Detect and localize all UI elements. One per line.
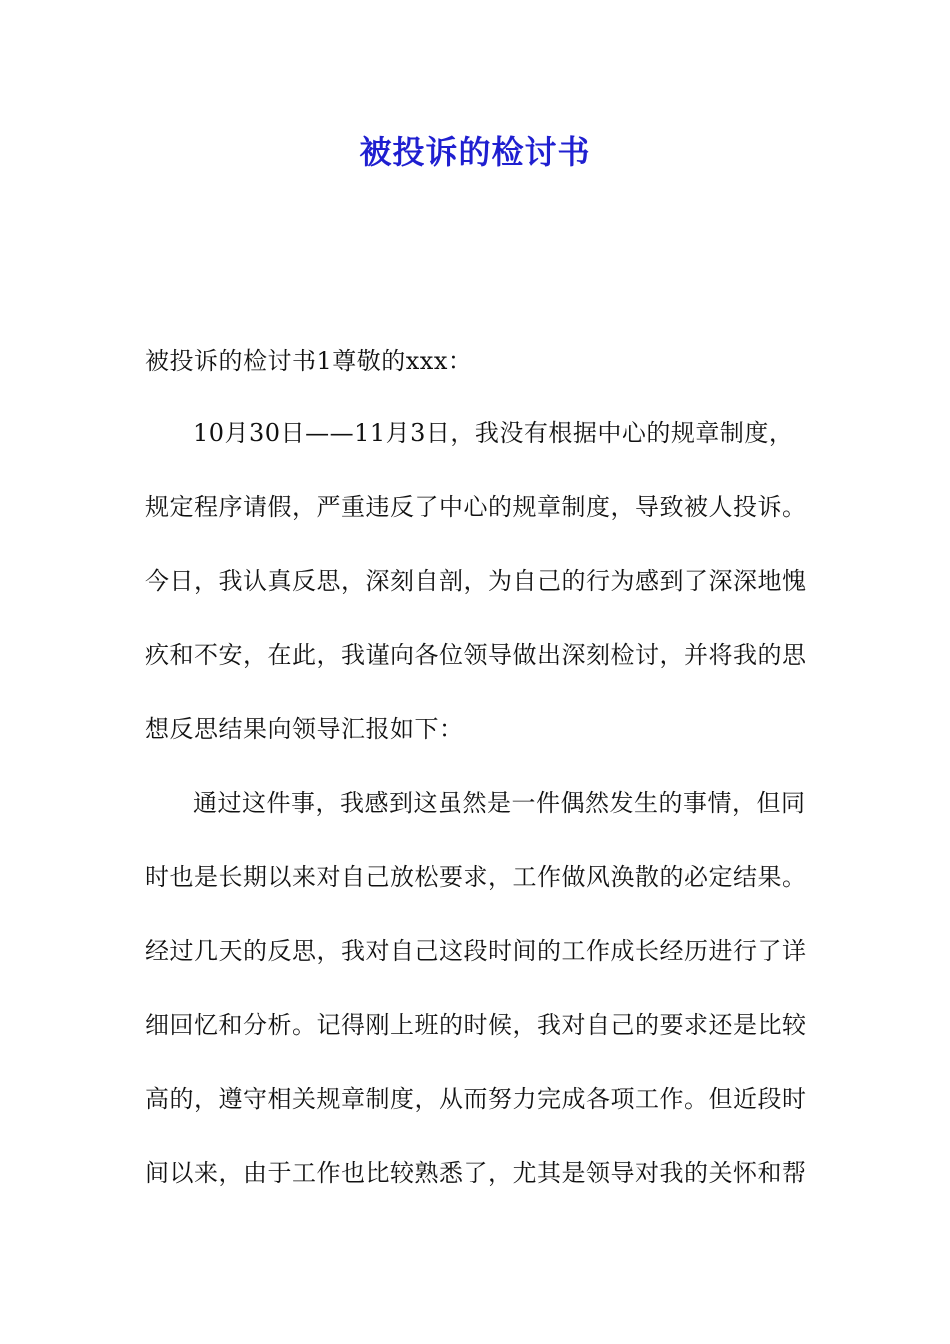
body-line: 时也是长期以来对自己放松要求，工作做风涣散的必定结果。 xyxy=(145,863,807,891)
body-line: 高的，遵守相关规章制度，从而努力完成各项工作。但近段时 xyxy=(145,1085,807,1113)
body-line: 今日，我认真反思，深刻自剖，为自己的行为感到了深深地愧 xyxy=(145,567,807,595)
salutation-line: 被投诉的检讨书1尊敬的xxx： xyxy=(145,347,473,375)
body-line: 细回忆和分析。记得刚上班的时候，我对自己的要求还是比较 xyxy=(145,1011,807,1039)
body-line: 想反思结果向领导汇报如下： xyxy=(145,715,464,743)
document-title: 被投诉的检讨书 xyxy=(359,133,591,171)
body-line: 经过几天的反思，我对自己这段时间的工作成长经历进行了详 xyxy=(145,937,807,965)
body-line: 间以来，由于工作也比较熟悉了，尤其是领导对我的关怀和帮 xyxy=(145,1159,807,1187)
body-line: 规定程序请假，严重违反了中心的规章制度，导致被人投诉。 xyxy=(145,493,807,521)
body-line: 疚和不安，在此，我谨向各位领导做出深刻检讨，并将我的思 xyxy=(145,641,807,669)
body-line: 通过这件事，我感到这虽然是一件偶然发生的事情，但同 xyxy=(193,789,806,817)
body-line: 10月30日——11月3日，我没有根据中心的规章制度， xyxy=(193,419,794,447)
